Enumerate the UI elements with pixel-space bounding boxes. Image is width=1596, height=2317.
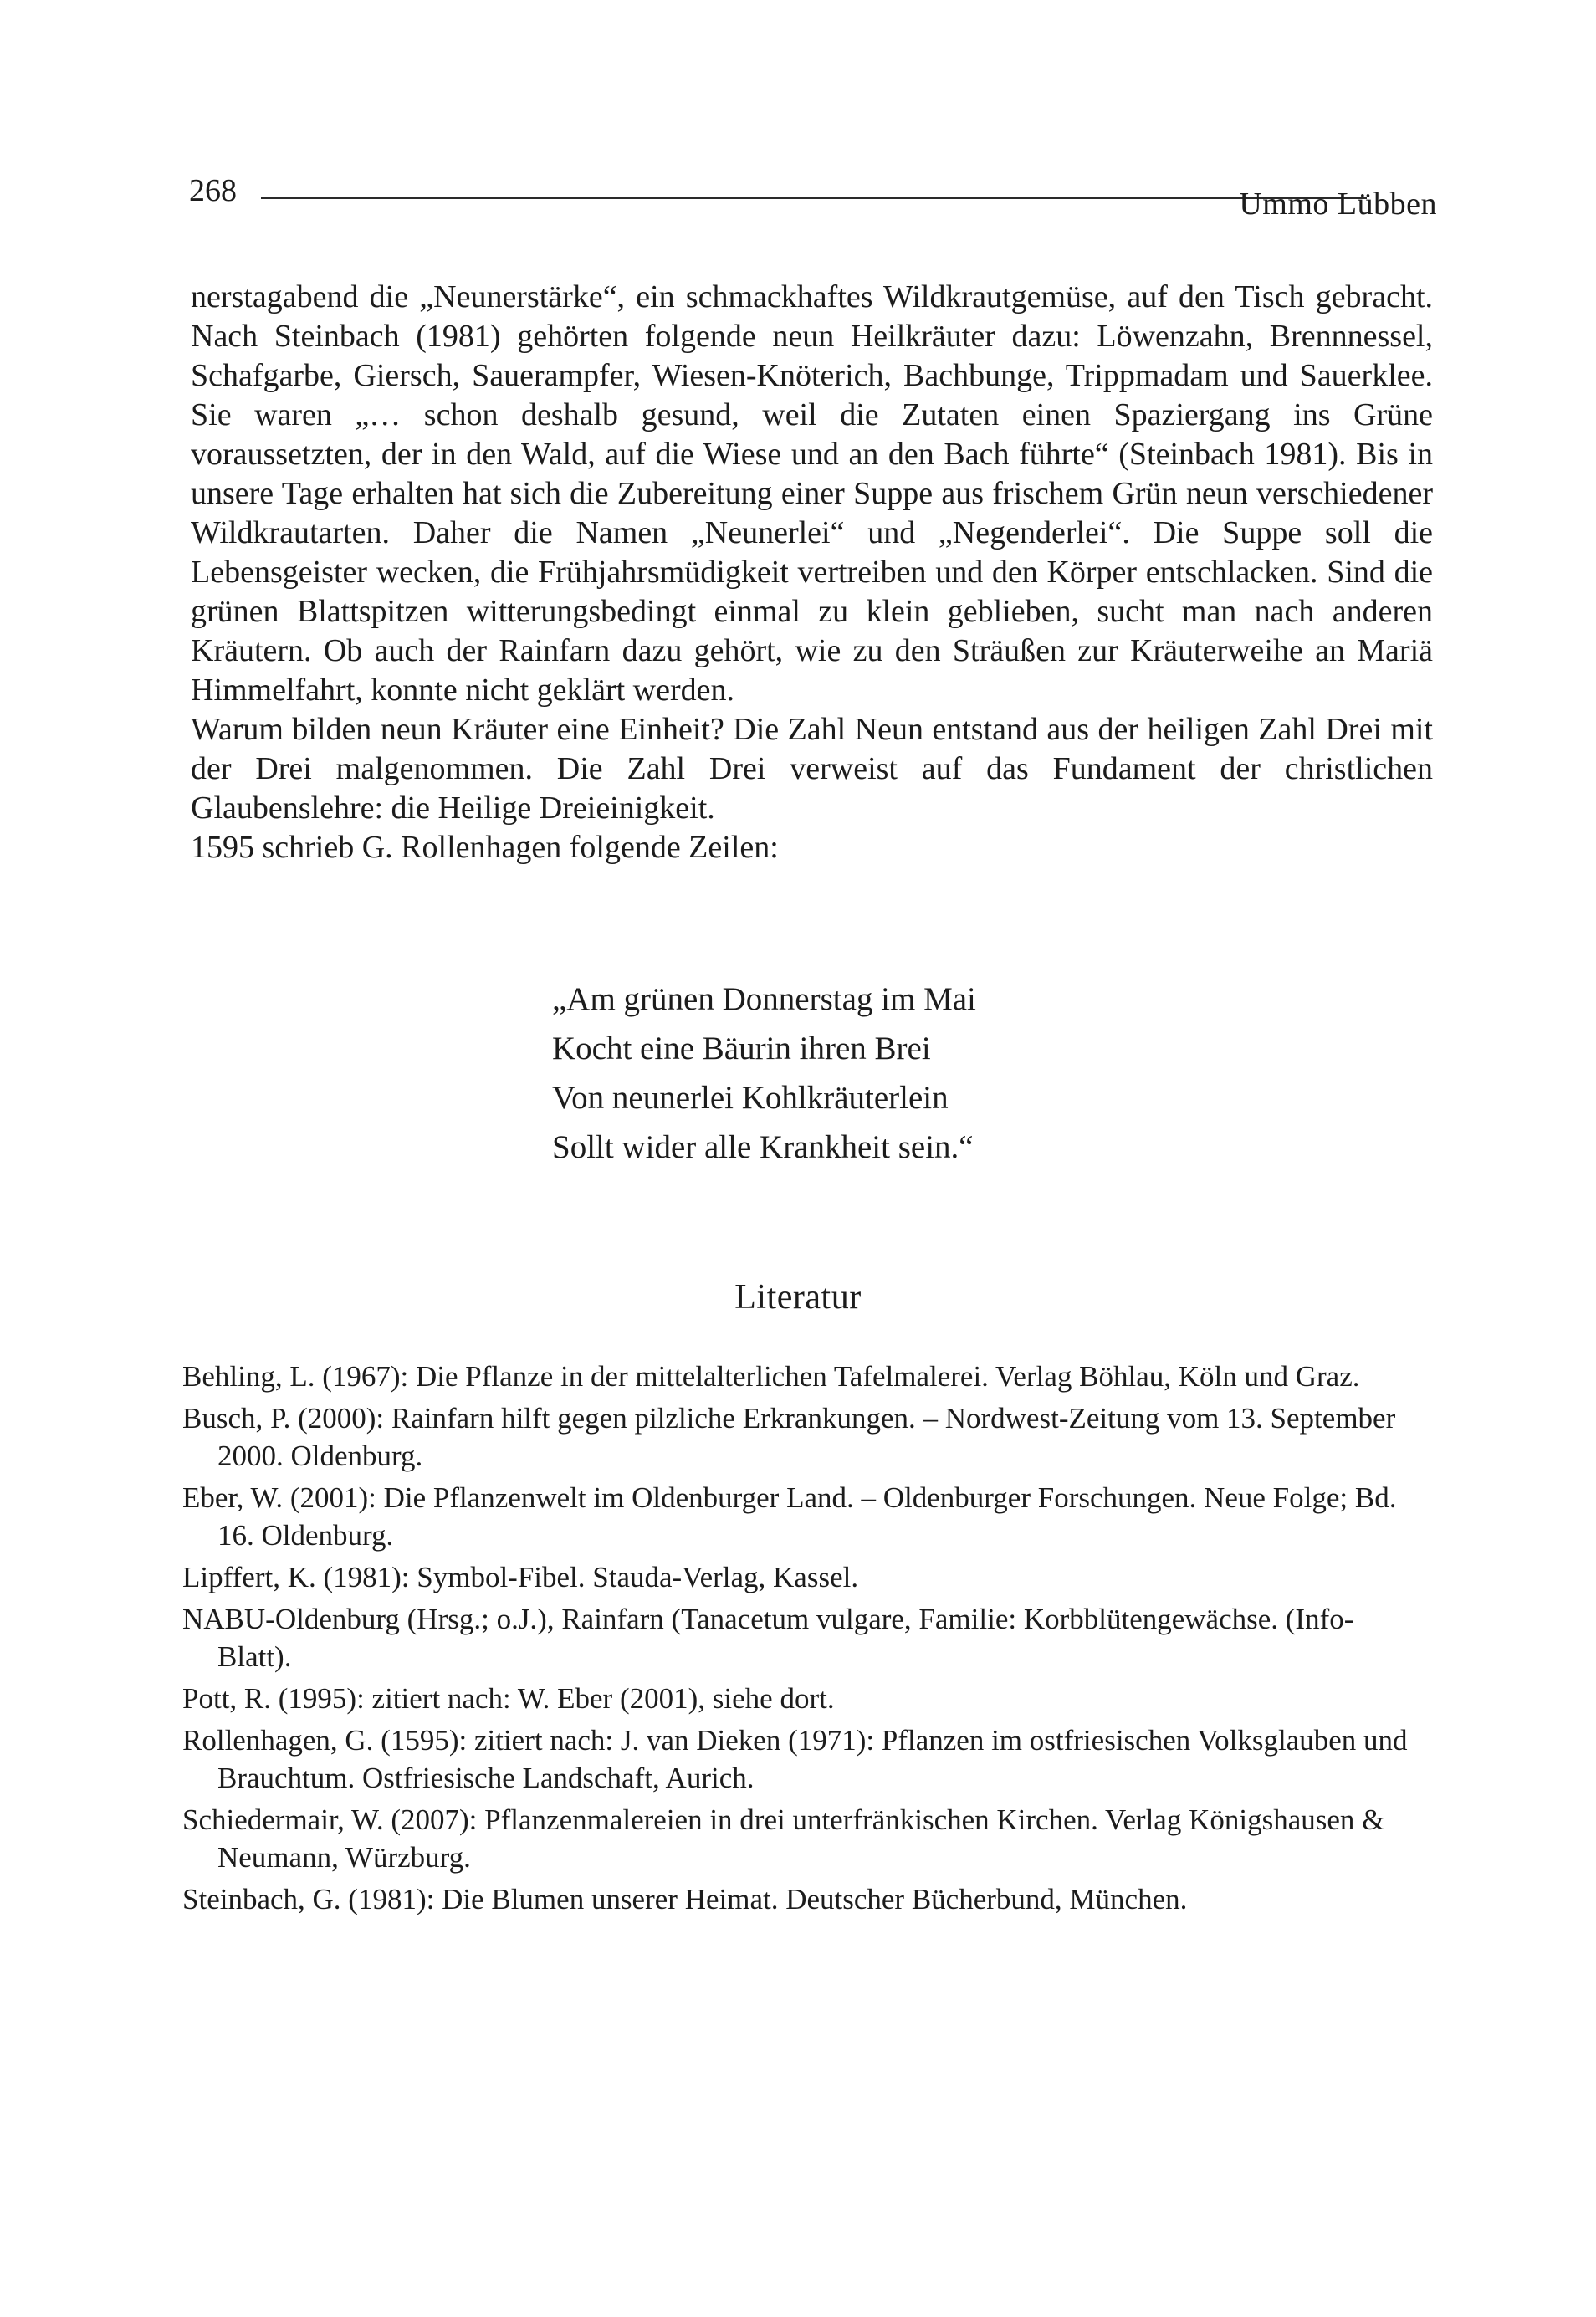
literature-heading: Literatur (734, 1278, 862, 1317)
body-text (191, 278, 1433, 867)
reference-item: Behling, L. (1967): Die Pflanze in der mittelalterlichen Tafelmalerei. Verlag Böhlau, Köln und Graz. (182, 1360, 1360, 1393)
header-rule (261, 197, 1367, 199)
poem-line: Von neunerlei Kohlkräuterlein (552, 1080, 949, 1116)
reference-item: NABU-Oldenburg (Hrsg.; o.J.), Rainfarn (Tanacetum vulgare, Familie: Korbblütengewächse. (Info-Blatt). (182, 1603, 1354, 1673)
reference-item: Lipffert, K. (1981): Symbol-Fibel. Stauda-Verlag, Kassel. (182, 1561, 859, 1593)
page-number: 268 (189, 173, 237, 208)
reference-item: Schiedermair, W. (2007): Pflanzenmalereien in drei unterfränkischen Kirchen. Verlag Königshausen & Neumann, Würzburg. (182, 1803, 1385, 1874)
poem-line: Sollt wider alle Krankheit sein.“ (552, 1129, 974, 1165)
poem-line: Kocht eine Bäurin ihren Brei (552, 1031, 931, 1066)
poem-quote (552, 974, 976, 1172)
reference-item: Rollenhagen, G. (1595): zitiert nach: J. van Dieken (1971): Pflanzen im ostfriesischen Volksglauben und Brauchtum. Ostfriesische Landschaft, Aurich. (182, 1724, 1408, 1794)
paragraph: 1595 schrieb G. Rollenhagen folgende Zeilen: (191, 830, 779, 865)
running-head-author: Ummo Lübben (1239, 187, 1437, 222)
reference-list (182, 1358, 1422, 1922)
paragraph: nerstagabend die „Neunerstärke“, ein schmackhaftes Wildkrautgemüse, auf den Tisch gebracht. Nach Steinbach (1981) gehörten folgende neun Heilkräuter dazu: Löwenzahn, Brennnessel, Schafgarbe, Giersch, Sauerampfer, Wiesen-Knöterich, Bachbunge, Trippmadam und Sauerklee. Sie waren „… schon deshalb gesund, weil die Zutaten einen Spaziergang ins Grüne voraussetzten, der in den Wald, auf die Wiese und an den Bach führte“ (Steinbach 1981). Bis in unsere Tage erhalten hat sich die Zubereitung einer Suppe aus frischem Grün neun verschiedener Wildkrautarten. Daher die Namen „Neunerlei“ und „Negenderlei“. Die Suppe soll die Lebensgeister wecken, die Frühjahrsmüdigkeit vertreiben und den Körper entschlacken. Sind die grünen Blattspitzen witterungsbedingt einmal zu klein geblieben, sucht man nach anderen Kräutern. Ob auch der Rainfarn dazu gehört, wie zu den Sträußen zur Kräuterweihe an Mariä Himmelfahrt, konnte nicht geklärt werden. (191, 279, 1433, 708)
paragraph: Warum bilden neun Kräuter eine Einheit? Die Zahl Neun entstand aus der heiligen Zahl Drei mit der Drei malgenommen. Die Zahl Drei verweist auf das Fundament der christlichen Glaubenslehre: die Heilige Dreieinigkeit. (191, 712, 1433, 826)
reference-item: Steinbach, G. (1981): Die Blumen unserer Heimat. Deutscher Bücherbund, München. (182, 1883, 1188, 1915)
reference-item: Pott, R. (1995): zitiert nach: W. Eber (2001), siehe dort. (182, 1682, 835, 1715)
poem-line: „Am grünen Donnerstag im Mai (552, 981, 976, 1017)
reference-item: Eber, W. (2001): Die Pflanzenwelt im Oldenburger Land. – Oldenburger Forschungen. Neue Folge; Bd. 16. Oldenburg. (182, 1481, 1397, 1552)
reference-item: Busch, P. (2000): Rainfarn hilft gegen pilzliche Erkrankungen. – Nordwest-Zeitung vom 13. September 2000. Oldenburg. (182, 1402, 1396, 1472)
running-header (189, 167, 1437, 222)
